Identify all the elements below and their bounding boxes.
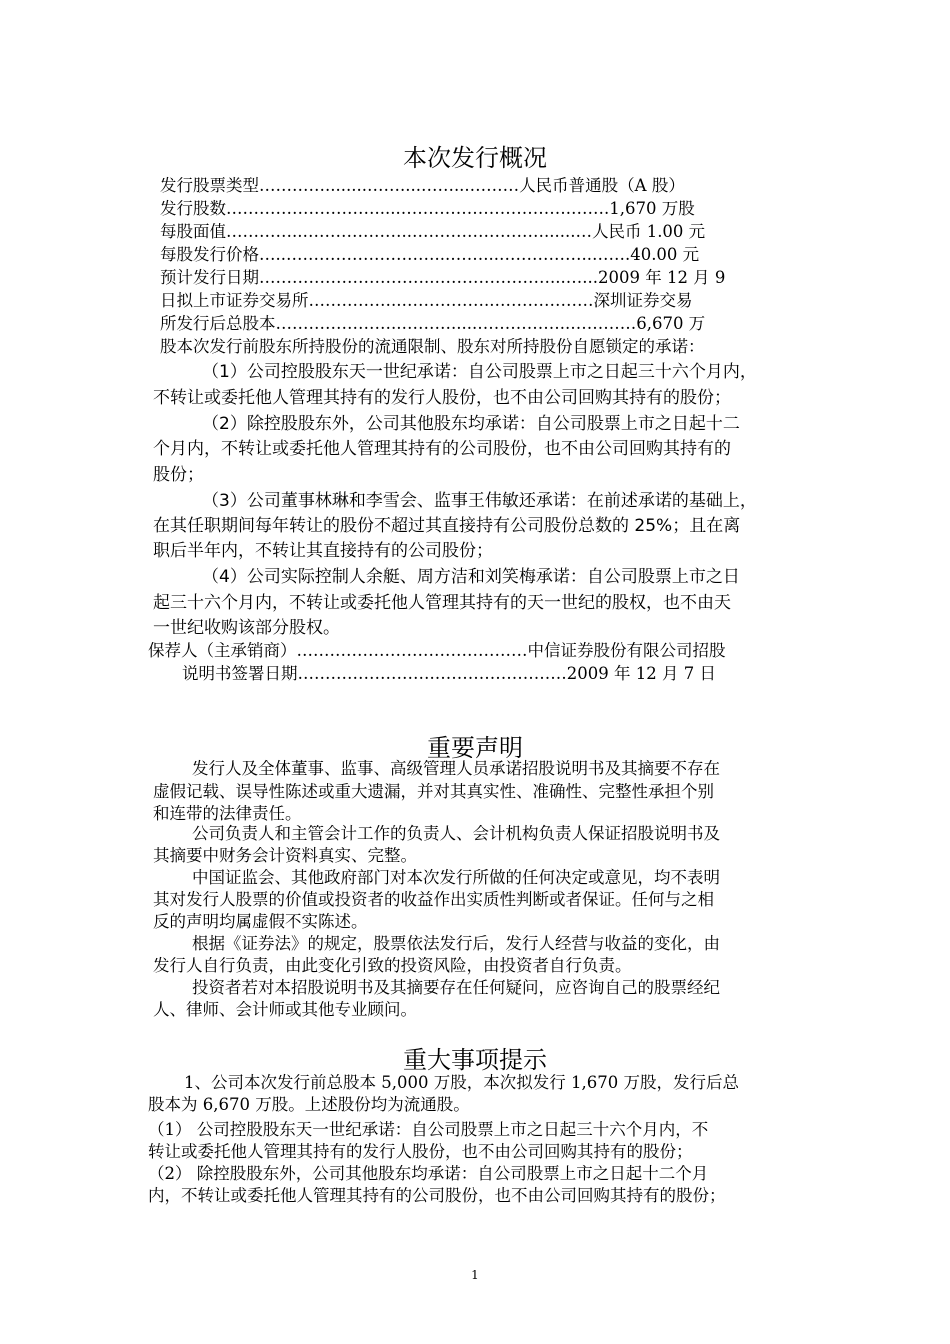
commitment-line: 股份； — [153, 465, 204, 485]
commitment-line: 不转让或委托他人管理其持有的发行人股份，也不由公司回购其持有的股份； — [153, 388, 731, 408]
statement-line: 和连带的法律责任。 — [153, 804, 302, 823]
sponsor-line: 保荐人（主承销商）……………………………………中信证券股份有限公司招股 — [148, 641, 726, 660]
issuance-line: 日拟上市证券交易所……………..……………..………………深圳证券交易 — [160, 291, 693, 310]
statement-line: 根据《证券法》的规定，股票依法发行后，发行人经营与收益的变化，由 — [192, 934, 720, 953]
issuance-line: 每股面值…………..………………..……………………......…人民币 1.00 元 — [160, 222, 706, 241]
commitment-line: （2）除控股股东外，公司其他股东均承诺：自公司股票上市之日起十二 — [202, 414, 740, 434]
commitment-line: （4）公司实际控制人余艇、周方洁和刘笑梅承诺：自公司股票上市之日 — [202, 567, 740, 587]
statement-line: 投资者若对本招股说明书及其摘要存在任何疑问，应咨询自己的股票经纪 — [192, 978, 720, 997]
issuance-line: 股本次发行前股东所持股份的流通限制、股东对所持股份自愿锁定的承诺： — [160, 337, 705, 356]
commitment-line: 在其任职期间每年转让的股份不超过其直接持有公司股份总数的 25%；且在离 — [153, 516, 741, 536]
issuance-line: 发行股票类型…………........……....……...………人民币普通股（A 股） — [160, 176, 685, 195]
signing-date-line: 说明书签署日期…………………….……………………2009 年 12 月 7 日 — [182, 664, 716, 683]
page-number: 1 — [471, 1268, 479, 1282]
statement-line: 虚假记载、误导性陈述或重大遗漏，并对其真实性、准确性、完整性承担个别 — [153, 782, 714, 801]
commitment-line: 个月内，不转让或委托他人管理其持有的公司股份，也不由公司回购其持有的 — [153, 439, 731, 459]
issuance-line: 发行股数……………………….....………………………….…….1,670 万股 — [160, 199, 695, 218]
commitment-line: 职后半年内，不转让其直接持有的公司股份； — [153, 541, 493, 561]
issuance-line: 预计发行日期…………………………..…………………...…...2009 年 12 月 9 — [160, 268, 726, 287]
key-matter-line: （1） 公司控股股东天一世纪承诺：自公司股票上市之日起三十六个月内，不 — [148, 1120, 709, 1139]
section-title-important-statement: 重要声明 — [427, 734, 523, 762]
statement-line: 其对发行人股票的价值或投资者的收益作出实质性判断或者保证。任何与之相 — [153, 890, 714, 909]
statement-line: 发行人及全体董事、监事、高级管理人员承诺招股说明书及其摘要不存在 — [192, 759, 720, 778]
issuance-line: 每股发行价格…..………………………...……...……………..…….40.00 元 — [160, 245, 700, 264]
key-matter-line: 股本为 6,670 万股。上述股份均为流通股。 — [148, 1095, 470, 1114]
section-title-key-matters: 重大事项提示 — [403, 1046, 547, 1074]
key-matter-line: （2） 除控股股东外，公司其他股东均承诺：自公司股票上市之日起十二个月 — [148, 1164, 709, 1183]
commitment-line: 一世纪收购该部分股权。 — [153, 618, 340, 638]
key-matter-line: 1、公司本次发行前总股本 5,000 万股，本次拟发行 1,670 万股，发行后总 — [184, 1073, 739, 1092]
section-title-issuance-overview: 本次发行概况 — [403, 144, 547, 172]
key-matter-line: 内，不转让或委托他人管理其持有的公司股份，也不由公司回购其持有的股份； — [148, 1186, 726, 1205]
issuance-line: 所发行后总股本…………………..……….....……………..…………6,670 万 — [160, 314, 706, 333]
statement-line: 人、律师、会计师或其他专业顾问。 — [153, 1000, 417, 1019]
statement-line: 其摘要中财务会计资料真实、完整。 — [153, 846, 417, 865]
key-matter-line: 转让或委托他人管理其持有的发行人股份，也不由公司回购其持有的股份； — [148, 1142, 693, 1161]
commitment-line: 起三十六个月内，不转让或委托他人管理其持有的天一世纪的股权，也不由天 — [153, 593, 731, 613]
statement-line: 发行人自行负责，由此变化引致的投资风险，由投资者自行负责。 — [153, 956, 632, 975]
statement-line: 公司负责人和主管会计工作的负责人、会计机构负责人保证招股说明书及 — [192, 824, 720, 843]
statement-line: 反的声明均属虚假不实陈述。 — [153, 912, 368, 931]
commitment-line: （3）公司董事林琳和李雪会、监事王伟敏还承诺：在前述承诺的基础上， — [202, 491, 757, 511]
commitment-line: （1）公司控股股东天一世纪承诺：自公司股票上市之日起三十六个月内， — [202, 362, 757, 382]
statement-line: 中国证监会、其他政府部门对本次发行所做的任何决定或意见，均不表明 — [192, 868, 720, 887]
